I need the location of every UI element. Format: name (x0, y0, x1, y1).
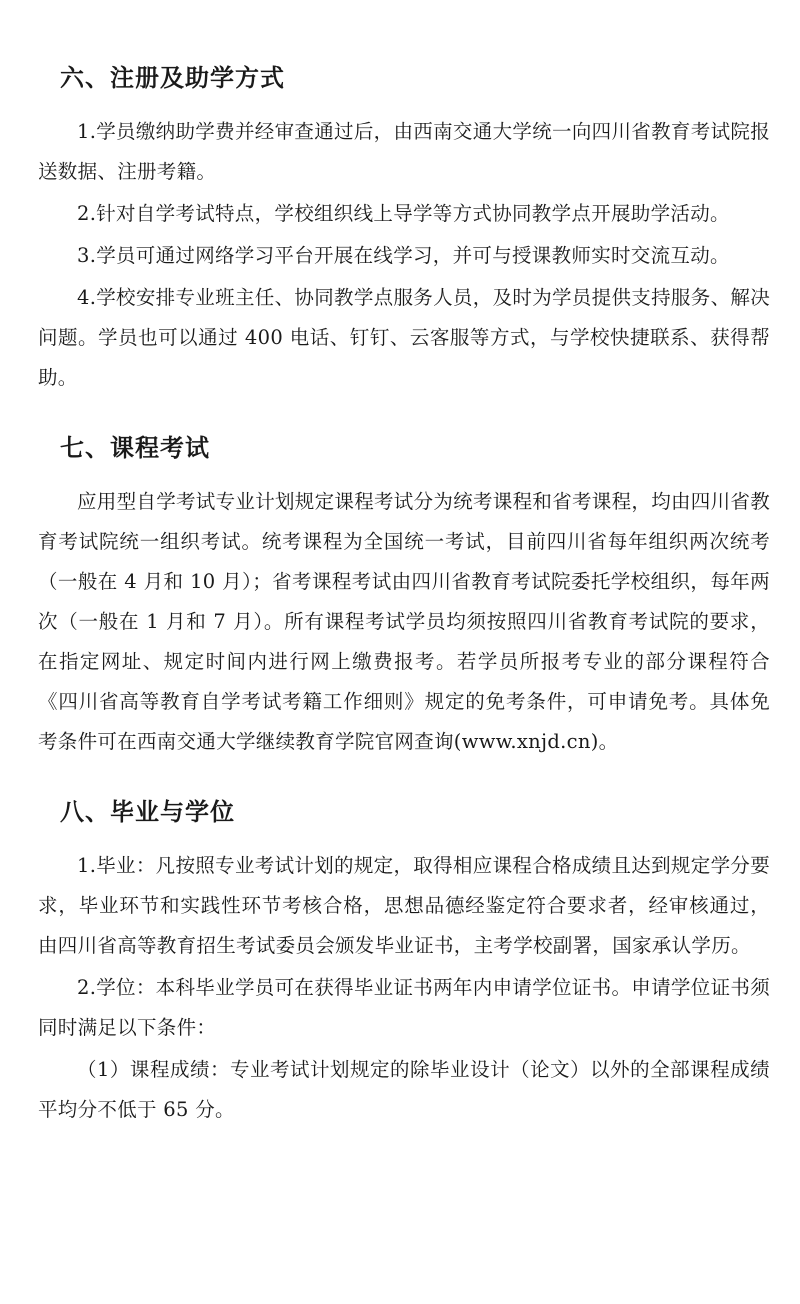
paragraph: （1）课程成绩：专业考试计划规定的除毕业设计（论文）以外的全部课程成绩平均分不低于 65 分。 (38, 1058, 770, 1121)
section-heading: 六、注册及助学方式 (60, 64, 285, 92)
paragraph: 2.针对自学考试特点，学校组织线上导学等方式协同教学点开展助学活动。 (77, 202, 730, 225)
section-registration (38, 58, 770, 398)
paragraph: 1.毕业：凡按照专业考试计划的规定，取得相应课程合格成绩且达到规定学分要求，毕业环节和实践性环节考核合格，思想品德经鉴定符合要求者，经审核通过，由四川省高等教育招生考试委员会颁发毕业证书，主考学校副署，国家承认学历。 (38, 854, 770, 957)
paragraph: 2.学位：本科毕业学员可在获得毕业证书两年内申请学位证书。申请学位证书须同时满足以下条件： (38, 976, 770, 1039)
paragraph: 3.学员可通过网络学习平台开展在线学习，并可与授课教师实时交流互动。 (77, 244, 730, 267)
section-heading: 七、课程考试 (60, 434, 210, 462)
paragraph: 4.学校安排专业班主任、协同教学点服务人员，及时为学员提供支持服务、解决问题。学员也可以通过 400 电话、钉钉、云客服等方式，与学校快捷联系、获得帮助。 (38, 286, 770, 389)
section-spacer (38, 762, 770, 792)
section-heading: 八、毕业与学位 (60, 798, 235, 826)
section-graduation-degree (38, 792, 770, 1130)
paragraph: 1.学员缴纳助学费并经审查通过后，由西南交通大学统一向四川省教育考试院报送数据、注册考籍。 (38, 120, 770, 183)
section-course-exams (38, 428, 770, 762)
paragraph: 应用型自学考试专业计划规定课程考试分为统考课程和省考课程，均由四川省教育考试院统一组织考试。统考课程为全国统一考试，目前四川省每年组织两次统考（一般在 4 月和 10 月）；省考课程考试由四川省教育考试院委托学校组织，每年两次（一般在 1 月和 7 月）。所有课程考试学员均须按照四川省教育考试院的要求，在指定网址、规定时间内进行网上缴费报考。若学员所报考专业的部分课程符合《四川省高等教育自学考试考籍工作细则》规定的免考条件，可申请免考。具体免考条件可在西南交通大学继续教育学院官网查询(www.xnjd.cn)。 (38, 490, 771, 753)
section-spacer (38, 398, 770, 428)
